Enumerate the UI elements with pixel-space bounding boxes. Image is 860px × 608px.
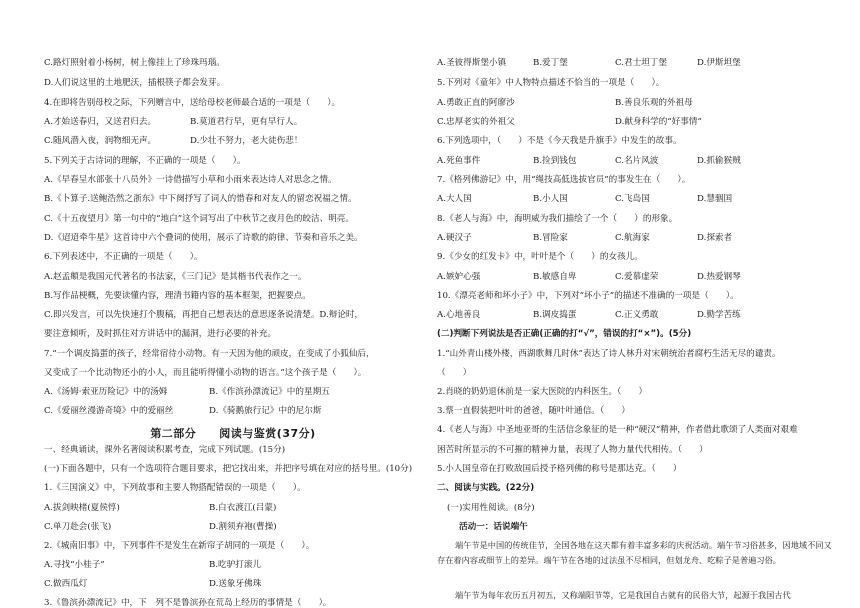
o5-options-row-2 (437, 117, 832, 128)
o9-option-b: B.敏感自卑 (533, 272, 577, 282)
r1-option-d: D.割须弃袍(曹操) (209, 522, 277, 532)
r2-option-b: B.吃驴打滚儿 (209, 560, 262, 570)
q6-option-b: B.写作品梗概，先要读懂内容，理清书籍内容的基本框架，把握要点。 (44, 291, 311, 301)
o5-option-d: D.献身科学的“好事情” (615, 117, 702, 127)
o10-stem: 10.《漂亮老师和坏小子》中，下列对“坏小子”的描述不准确的一项是（ ）。 (437, 291, 739, 301)
q3-option-d: D.人们说这里的土地肥沃，插根筷子都会发芽。 (44, 78, 226, 88)
q5-option-c: C.《十五夜望月》第一句中的“地白”这个词写出了中秋节之夜月色的皎洁、明亮。 (44, 214, 354, 224)
q7-option-b: B.《作滨孙漂流记》中的星期五 (209, 387, 330, 397)
true-false-heading: (二)判断下列说法是否正确(正确的打“√”，错误的打“×”)。(5分) (437, 329, 692, 339)
o10-option-c: C.正义勇敢 (615, 310, 659, 320)
r1-option-b: B.白衣渡江(吕蒙) (209, 503, 277, 513)
q6-option-c-d: C.即兴发言，可以先快速打个腹稿，再把自己想表达的意思逐条说清楚。D.辩论时， (44, 310, 364, 320)
q5-option-b: B.《卜算子.送鲍浩然之浙东》中下阕抒写了词人的惜春和对友人的留恋祝福之情。 (44, 194, 357, 204)
r2-option-a: A.寻找“小桂子” (44, 560, 105, 570)
q5-stem: 5.下列关于古诗词的理解，不正确的一项是（ ）。 (44, 156, 246, 166)
q4-options-row-2 (44, 136, 422, 147)
q4-option-c: C.随风潜入夜，润物细无声。 (44, 136, 157, 146)
q7-stem-1: 7.“一个调皮捣蛋的孩子，经常宿待小动物。有一天因为他的顽皮，在变成了小狐仙后， (44, 349, 375, 359)
q7-option-c: C.《爱丽丝漫游奇境》中的爱丽丝 (44, 406, 174, 416)
o8-option-a: A.硬汉子 (437, 233, 472, 243)
o7-options (437, 194, 832, 205)
o9-option-c: C.爱慕虚荣 (615, 272, 659, 282)
passage-paragraph-1: 端午节是中国的传统佳节，全国各地在这天都有着丰富多彩的庆祝活动。端午节习俗甚多，因地域不同又存在着内容或细节上的差异。端午节在各地的过法虽不尽相同，但划龙舟、吃粽子是普遍习俗。 (437, 540, 832, 565)
o4-option-b: B.爱丁堡 (533, 58, 568, 68)
r2-option-d: D.送象牙佛珠 (209, 579, 262, 589)
q4-option-a: A.才始送春归，又送君归去。 (44, 117, 157, 127)
section1-heading: 一、经典诵读，课外名著阅读积累考查，完成下列试题。(15分) (44, 445, 286, 455)
o9-option-d: D.热爱钢琴 (697, 272, 741, 282)
o7-stem: 7.《格列佛游记》中，用“绳技高低选拔官员”的事发生在（ ）。 (437, 175, 691, 185)
q7-options-row-2 (44, 406, 422, 417)
r3-stem: 3.《鲁滨孙漂流记》中，下 列不是鲁滨孙在荒岛上经历的事情是（ ）。 (44, 598, 332, 608)
r1-options-row-1 (44, 503, 422, 514)
o10-options (437, 310, 832, 321)
o8-stem: 8.《老人与海》中，海明威为我们描绘了一个（ ）的形象。 (437, 214, 678, 224)
o5-option-a: A.勇敢正直的阿廖沙 (437, 98, 515, 108)
o6-option-d: D.抓偷猴贼 (697, 156, 741, 166)
subsection1-heading: (一)下面各题中，只有一个选项符合题目要求，把它找出来，并把序号填在对应的括号里。(10分) (44, 464, 413, 474)
o7-option-c: C.飞岛国 (615, 194, 650, 204)
r1-stem: 1.《三国演义》中，下列故事和主要人物搭配错误的一项是（ ）。 (44, 483, 306, 493)
o10-option-a: A.心地善良 (437, 310, 481, 320)
o9-option-a: A.嫉妒心强 (437, 272, 481, 282)
r1-option-c: C.单刀赴会(张飞) (44, 522, 112, 532)
o9-stem: 9.《少女的红发卡》中，叶叶是个（ ）的女孩儿。 (437, 252, 643, 262)
activity-title: 活动一：话说端午 (459, 522, 528, 532)
o4-option-c: C.君士坦丁堡 (615, 58, 667, 68)
o7-option-b: B.小人国 (533, 194, 568, 204)
r2-options-row-1 (44, 560, 422, 571)
o6-option-a: A.死鱼事件 (437, 156, 481, 166)
r1-option-a: A.拔剑映楮(夏侯惇) (44, 503, 120, 513)
o9-options (437, 272, 832, 283)
o8-options (437, 233, 832, 244)
o4-option-d: D.伊斯坦堡 (697, 58, 741, 68)
r2-option-c: C.做西瓜灯 (44, 579, 88, 589)
q3-option-c: C.路灯照射着小杨树，树上像挂上了珍珠玛瑙。 (44, 58, 225, 68)
o8-option-b: B.冒险家 (533, 233, 568, 243)
o7-option-a: A.大人国 (437, 194, 472, 204)
q5-option-a: A.《早春呈水部张十八员外》一诗借描写小草和小雨来表达诗人对思念之情。 (44, 175, 337, 185)
q7-option-d: D.《骑鹅旅行记》中的尼尔斯 (209, 406, 322, 416)
q4-option-b: B.莫道君行早，更有早行人。 (190, 117, 303, 127)
tf-2: 2.肖晓的奶奶退休前是一家大医院的内科医生。（ ） (437, 387, 648, 397)
q7-options-row-1 (44, 387, 422, 398)
q4-options-row-1 (44, 117, 422, 128)
o4-option-a: A.圣彼得斯堡小镇 (437, 58, 507, 68)
o7-option-d: D.慧骃国 (697, 194, 733, 204)
section2-heading: 二、阅读与实践。(22分) (437, 483, 535, 493)
q7-option-a: A.《汤姆·索亚历险记》中的汤姆 (44, 387, 168, 397)
o5-option-b: B.善良乐观的外祖母 (615, 98, 693, 108)
o10-option-d: D.勤学苦练 (697, 310, 741, 320)
o10-option-b: B.调皮捣蛋 (533, 310, 577, 320)
o8-option-c: C.航海家 (615, 233, 650, 243)
tf-4: 4.《老人与海》中圣地亚哥的生活信念象征的是一种“硬汉”精神，作者借此歌颂了人类面对艰难 (437, 425, 798, 435)
tf-1: 1.“山外青山楼外楼，西湖歌舞几时休”表达了诗人林升对宋朝统治者腐朽生活无尽的谴责。 (437, 349, 781, 359)
o8-option-d: D.探索者 (697, 233, 733, 243)
o5-option-c: C.忠厚老实的外祖父 (437, 117, 515, 127)
o6-options (437, 156, 832, 167)
q6-option-a: A.赵孟頫是我国元代著名的书法家，《三门记》是其楷书代表作之一。 (44, 272, 307, 282)
q6-option-d-cont: 要注意倾听，及时抓住对方讲话中的漏洞，进行必要的补充。 (44, 329, 277, 339)
q4-option-d: D.少壮不努力，老大徒伤悲！ (190, 136, 303, 146)
part2-title: 第二部分 阅读与鉴赏(37分) (150, 427, 316, 440)
tf-5: 5.小人国皇帝在打败敌国后授予格列佛的称号是那达克。（ ） (437, 464, 682, 474)
passage-paragraph-2: 端午节为每年农历五月初五，又称端阳节等，它是我国自古就有的民俗大节，起源于我国古代 (455, 590, 791, 600)
q4-stem: 4.在即将告别母校之际，下列赠言中，送给母校老师最合适的一项是（ ）。 (44, 98, 341, 108)
o5-stem: 5.下列对《童年》中人物特点描述不恰当的一项是（ ）。 (437, 78, 665, 88)
r1-options-row-2 (44, 522, 422, 533)
tf-1-bracket: （ ） (437, 368, 472, 378)
practical-reading-heading: (一)实用性阅读。(8分) (447, 503, 535, 513)
q7-stem-2: 又变成了一个比动物还小的小人，而且能听得懂小动物的语言。”这个孩子是（ ）。 (44, 368, 367, 378)
tf-3: 3.蔡一直假装把叶叶的爸爸，随叶叶通信。（ ） (437, 406, 630, 416)
r2-options-row-2 (44, 579, 422, 590)
q6-stem: 6.下列表述中，不正确的一项是（ ）。 (44, 252, 203, 262)
o5-options-row-1 (437, 98, 832, 109)
q5-option-d: D.《迢迢牵牛星》这首诗中六个叠词的使用，展示了诗歌的韵律、节奏和音乐之美。 (44, 233, 363, 243)
tf-4-cont: 困苦时所显示的不可摧的精神力量，表现了人物力量代代相传。（ ） (437, 445, 708, 455)
o6-option-b: B.捡到钱包 (533, 156, 577, 166)
o6-option-c: C.名片风波 (615, 156, 659, 166)
o6-stem: 6.下列选项中，（ ）不是《今天我是升旗手》中发生的故事。 (437, 136, 682, 146)
o4-options (437, 58, 832, 69)
r2-stem: 2.《城南旧事》中，下列事件不是发生在新帘子胡同的一项是（ ）。 (44, 541, 315, 551)
